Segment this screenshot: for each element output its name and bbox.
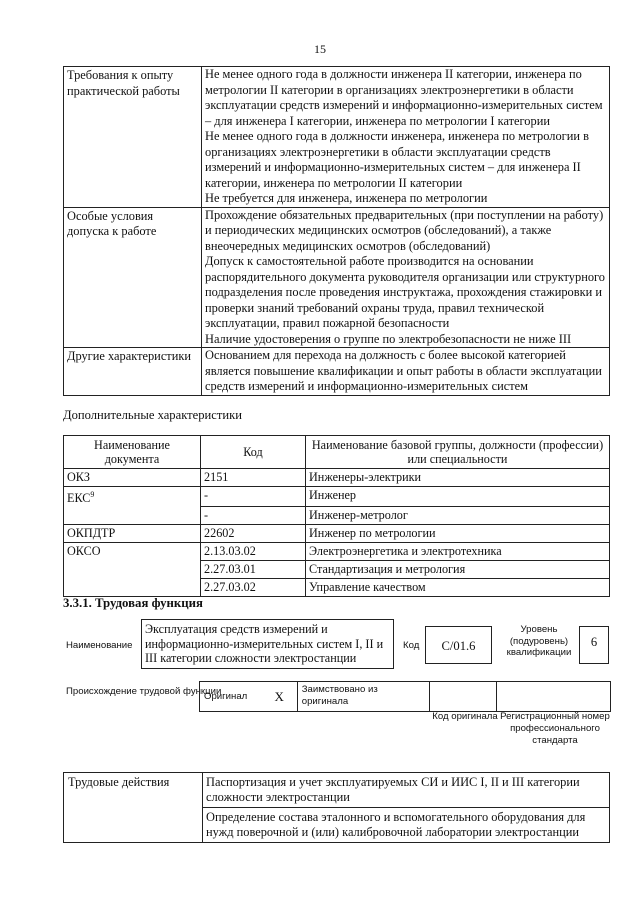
additional-title: Дополнительные характеристики xyxy=(63,408,242,422)
borrowed-label: Заимствовано из оригинала xyxy=(297,682,429,712)
code-original-caption: Код оригинала xyxy=(432,711,498,722)
additional-table xyxy=(63,435,610,597)
reg-number-caption: Регистрационный номер профессионального стандарта xyxy=(500,711,610,746)
footnote-marker: 9 xyxy=(90,490,95,499)
cell-name: Инженер по метрологии xyxy=(306,524,610,542)
table-row xyxy=(64,67,610,208)
function-name-label: Наименование xyxy=(66,640,133,651)
table-row xyxy=(64,773,610,808)
section-title: 3.3.1. Трудовая функция xyxy=(63,596,203,610)
cell-code: 2.27.03.02 xyxy=(201,578,306,596)
requirement-line: Допуск к самостоятельной работе производится на основании распорядительного документа руководителя организации или структурного подразделения после проведения инструктажа, прохождения стажировки и проверки знаний требований охраны труда, правил технической эксплуатации, правил пожарной безопасности xyxy=(205,254,605,330)
original-mark: X xyxy=(262,682,298,712)
cell-doc: ОКЗ xyxy=(64,469,201,487)
column-header: Наименование базовой группы, должности (профессии) или специальности xyxy=(306,436,610,469)
function-code: C/01.6 xyxy=(425,626,492,664)
cell-code: 2.13.03.02 xyxy=(201,542,306,560)
requirement-line: Не требуется для инженера, инженера по метрологии xyxy=(205,191,488,205)
table-row xyxy=(64,469,610,487)
row-label: Требования к опыту практической работы xyxy=(64,67,202,208)
qualification-level: 6 xyxy=(579,626,609,664)
cell-name: Электроэнергетика и электротехника xyxy=(306,542,610,560)
cell-code: 2.27.03.01 xyxy=(201,560,306,578)
cell-name: Инженер-метролог xyxy=(306,506,610,524)
cell-doc: ЕКС$^9$ xyxy=(64,487,201,507)
table-header-row xyxy=(64,436,610,469)
function-name: Эксплуатация средств измерений и информационно-измерительных систем I, II и III категории сложности электростанции xyxy=(141,619,394,669)
page-number: 15 xyxy=(314,42,326,56)
cell-doc xyxy=(64,506,201,524)
table-row xyxy=(64,542,610,560)
original-label: Оригинал xyxy=(200,682,262,712)
function-code-label: Код xyxy=(403,640,420,651)
cell-code: 22602 xyxy=(201,524,306,542)
column-header: Код xyxy=(201,436,306,469)
cell-name: Управление качеством xyxy=(306,578,610,596)
action-item: Паспортизация и учет эксплуатируемых СИ и ИИС I, II и III категории сложности электростанции xyxy=(203,773,610,808)
cell-name: Инженеры-электрики xyxy=(306,469,610,487)
cell-code: - xyxy=(201,506,306,524)
table-row xyxy=(200,682,611,712)
origin-table xyxy=(199,681,611,712)
column-header: Наименование документа xyxy=(64,436,201,469)
cell-code: 2151 xyxy=(201,469,306,487)
reg-number-cell xyxy=(496,682,610,712)
action-item: Определение состава эталонного и вспомогательного оборудования для нужд поверочной и (или) калибровочной лаборатории электростанции xyxy=(203,808,610,843)
table-row xyxy=(64,207,610,348)
requirement-line: Не менее одного года в должности инженера, инженера по метрологии в организациях электроэнергетики в области эксплуатации средств измерений и информационно-измерительных систем – для инженера II категории, инженера по метрологии II категории xyxy=(205,129,589,190)
cell-doc xyxy=(64,578,201,596)
cell-doc: ОКСО xyxy=(64,542,201,560)
qualification-level-label: Уровень (подуровень) квалификации xyxy=(506,624,572,658)
table-row xyxy=(64,560,610,578)
cell-code: - xyxy=(201,487,306,507)
table-row xyxy=(64,487,610,507)
requirements-table xyxy=(63,66,610,396)
cell-doc xyxy=(64,560,201,578)
table-row xyxy=(64,524,610,542)
cell-name: Стандартизация и метрология xyxy=(306,560,610,578)
requirement-line: Не менее одного года в должности инженера II категории, инженера по метрологии II категории в организациях электроэнергетики в области эксплуатации средств измерений и информационно-измерительных систем – для инженера I категории, инженера по метрологии I категории xyxy=(205,67,603,128)
row-label: Другие характеристики xyxy=(64,348,202,396)
origin-label: Происхождение трудовой функции xyxy=(66,686,222,697)
cell-name: Инженер xyxy=(306,487,610,507)
actions-label: Трудовые действия xyxy=(64,773,203,843)
requirement-line: Наличие удостоверения о группе по электробезопасности не ниже III xyxy=(205,331,572,346)
cell-doc: ОКПДТР xyxy=(64,524,201,542)
table-row xyxy=(64,506,610,524)
table-row xyxy=(64,348,610,396)
requirement-line: Основанием для перехода на должность с более высокой категорией является повышение квалификации и опыт работы в области эксплуатации средств измерений и информационно-измерительных систем xyxy=(205,348,602,393)
row-label: Особые условия допуска к работе xyxy=(64,207,202,348)
actions-table xyxy=(63,772,610,843)
original-code-cell xyxy=(430,682,496,712)
table-row xyxy=(64,578,610,596)
requirement-line: Прохождение обязательных предварительных (при поступлении на работу) и периодических медицинских осмотров (обследований), а также внеочередных медицинских осмотров (обследований) xyxy=(205,207,604,253)
